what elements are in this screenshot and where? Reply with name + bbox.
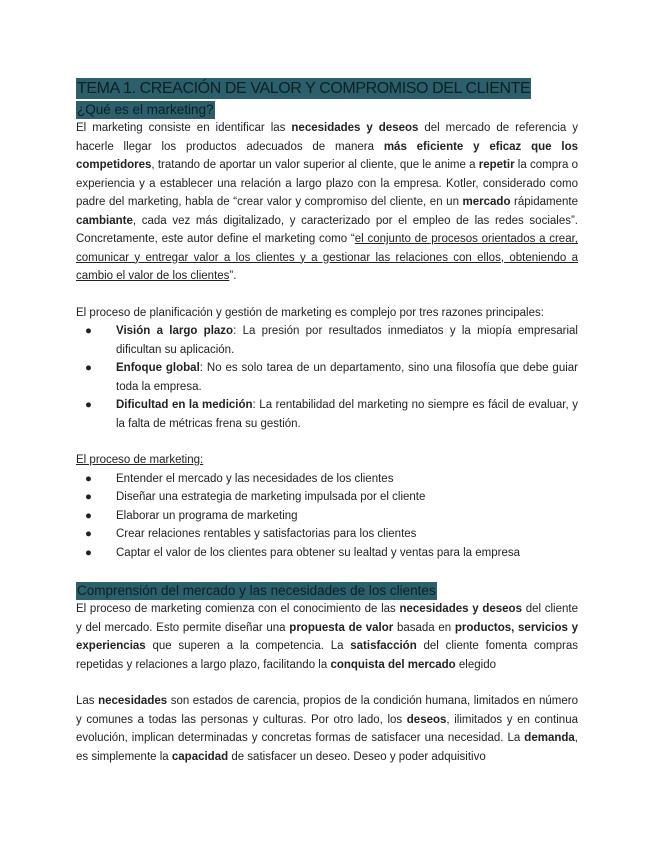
text-run: Las	[76, 695, 99, 707]
list-item	[76, 396, 578, 433]
bullet-icon: ●	[85, 472, 92, 485]
list-item-text: Crear relaciones rentables y satisfactorias para los clientes	[116, 528, 417, 540]
text-run: el conjunto de procesos orientados a crear, comunicar y entregar valor a los clientes y a gestionar las relaciones con ellos, obteniendo a cambio el valor de los clientes	[76, 233, 578, 282]
list-item-text: : No es solo tarea de un departamento, sino una filosofía que debe guiar toda la empresa.	[116, 362, 578, 393]
list-item-text: Entender el mercado y las necesidades de los clientes	[116, 472, 394, 485]
text-run: son estados de carencia, propios de la condición humana, limitados en número y comunes a todas las personas y culturas. Por otro lado, los	[76, 695, 578, 726]
list-item	[76, 507, 578, 526]
list-item	[76, 488, 578, 507]
text-run: rápidamente	[510, 196, 578, 208]
paragraph-marketing-process	[76, 600, 578, 674]
text-run: cambiante	[76, 214, 133, 227]
text-run: necesidades y deseos	[291, 122, 419, 134]
text-run: del cliente fomenta compras repetidas y relaciones a largo plazo, facilitando la	[76, 640, 578, 671]
text-run: deseos	[406, 713, 447, 726]
text-run: ”.	[229, 270, 237, 282]
text-run: necesidades	[98, 695, 168, 707]
list-item-text: : La presión por resultados inmediatos y la miopía empresarial dificultan su aplicación.	[116, 325, 578, 356]
paragraph-planning-intro: El proceso de planificación y gestión de marketing es complejo por tres razones principales:	[76, 306, 544, 319]
list-item-text: : La rentabilidad del marketing no siempre es fácil de evaluar, y la falta de métricas frena su gestión.	[116, 399, 579, 430]
section-heading-what-is-marketing: ¿Qué es el marketing?	[77, 102, 214, 117]
text-run: mercado	[462, 196, 511, 208]
text-run: del mercado de referencia y hacerle llegar los productos adecuados de manera	[76, 122, 578, 153]
list-item	[76, 359, 578, 396]
text-run: del cliente y del mercado. Esto permite diseñar una	[76, 603, 578, 634]
text-run: elegido	[455, 658, 496, 671]
bullet-icon: ●	[85, 362, 92, 374]
list-item-label: Visión a largo plazo	[116, 325, 234, 337]
text-run: propuesta de valor	[289, 621, 394, 634]
process-steps-list	[76, 470, 578, 563]
text-run: capacidad	[171, 750, 229, 763]
text-run: conquista del mercado	[330, 658, 456, 671]
list-item	[76, 470, 578, 489]
list-item-text: Diseñar una estrategia de marketing impulsada por el cliente	[116, 491, 426, 503]
list-item-text: Captar el valor de los clientes para obtener su lealtad y ventas para la empresa	[116, 546, 521, 559]
bullet-icon: ●	[85, 399, 92, 411]
paragraph-needs-desires	[76, 692, 578, 766]
text-run: El proceso de marketing comienza con el conocimiento de las	[76, 603, 400, 615]
text-run: repetir	[478, 159, 515, 171]
text-run: El marketing consiste en identificar las	[76, 122, 292, 134]
document-title: TEMA 1. CREACIÓN DE VALOR Y COMPROMISO DEL CLIENTE	[77, 80, 531, 97]
text-run: , tratando de aportar un valor superior al cliente, que le anime a	[151, 159, 479, 171]
text-run: de satisfacer un deseo. Deseo y poder adquisitivo	[228, 750, 486, 763]
bullet-icon: ●	[85, 325, 92, 337]
text-run: basada en	[393, 621, 455, 634]
list-item	[76, 544, 578, 563]
text-run: necesidades y deseos	[399, 603, 522, 615]
text-run: más eficiente y eficaz que los competidores	[76, 140, 579, 171]
reasons-list	[76, 322, 578, 433]
text-run: , es simplemente la	[76, 732, 578, 763]
list-item-label: Dificultad en la medición	[116, 399, 253, 411]
list-item-text: Elaborar un programa de marketing	[116, 509, 298, 522]
text-run: , ilimitados y en continua evolución, implican determinadas y concretas formas de satisfacer una necesidad. La	[76, 713, 578, 744]
list-item-label: Enfoque global	[116, 362, 200, 374]
text-run: productos, servicios y experiencias	[76, 621, 579, 652]
list-item	[76, 525, 578, 544]
text-run: demanda	[524, 732, 575, 744]
text-run: , cada vez más digitalizado, y caracterizado por el empleo de las redes sociales”. Concretamente, este autor define el marketing como “	[76, 214, 578, 245]
text-run: que superen a la competencia. La	[145, 640, 351, 652]
process-title: El proceso de marketing:	[76, 454, 204, 466]
bullet-icon: ●	[85, 509, 92, 522]
paragraph-marketing-definition	[76, 119, 578, 286]
bullet-icon: ●	[85, 546, 92, 559]
section-heading-market-understanding: Comprensión del mercado y las necesidades de los clientes	[77, 583, 436, 598]
list-item	[76, 322, 578, 359]
bullet-icon: ●	[85, 491, 92, 503]
bullet-icon: ●	[85, 528, 92, 540]
document-page	[76, 78, 578, 766]
text-run: la compra o experiencia y a establecer una relación a largo plazo con la empresa. Kotler, considerado como padre del marketing, habla de “crear valor y compromiso del cliente, en un	[76, 159, 578, 208]
text-run: satisfacción	[350, 640, 417, 652]
